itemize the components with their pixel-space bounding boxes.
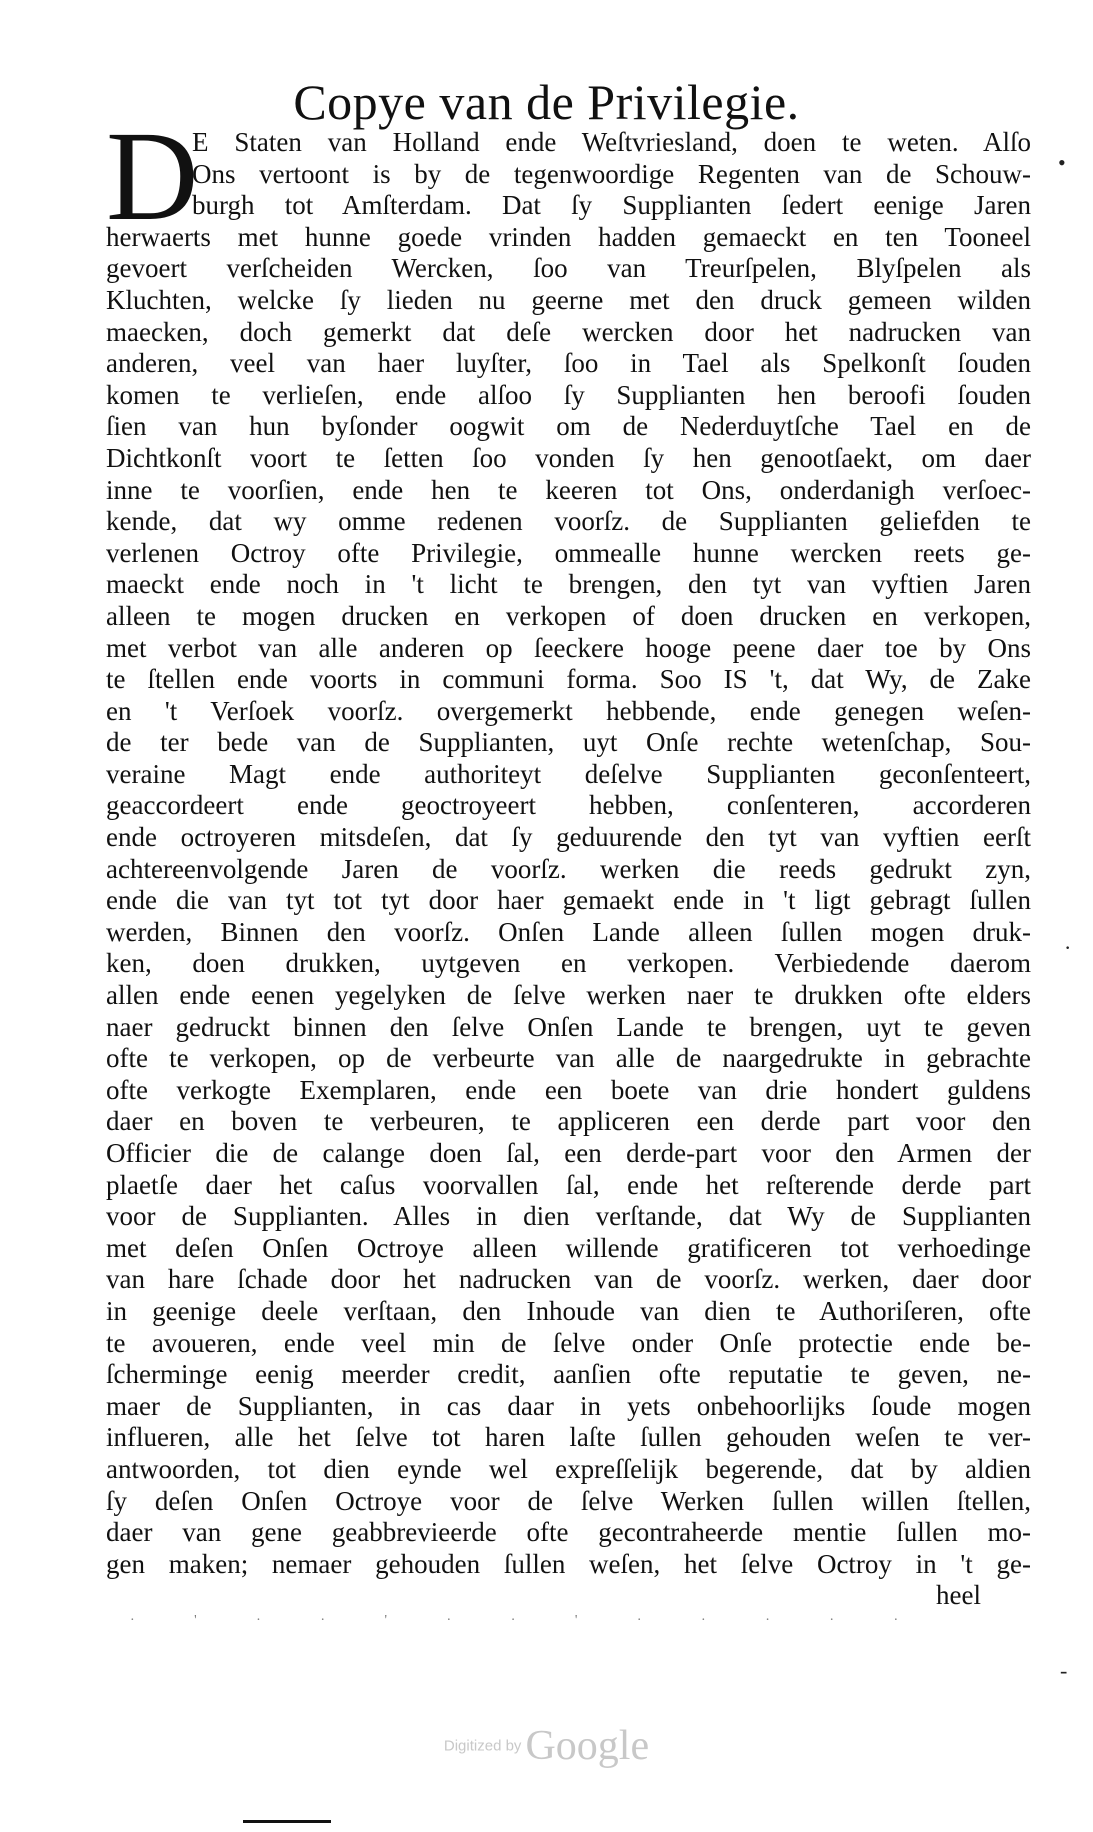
text-line: naer gedruckt binnen den ſelve Onſen Lande te brengen, uyt te geven (106, 1011, 1031, 1042)
text-line: voor de Supplianten. Alles in dien verſtande, dat Wy de Supplianten (106, 1201, 1031, 1232)
text-line: met verbot van alle anderen op ſeeckere hooge peene daer toe by Ons (106, 632, 1031, 663)
text-line: daer van gene geabbrevieerde ofte gecontraheerde mentie ſullen mo- (106, 1517, 1031, 1548)
text-line: verlenen Octroy ofte Privilegie, ommealle hunne wercken reets ge- (106, 537, 1031, 568)
text-line: allen ende eenen yegelyken de ſelve werken naer te drukken ofte elders (106, 980, 1031, 1011)
text-line: ſien van hun byſonder oogwit om de Nederduytſche Tael en de (106, 411, 1031, 442)
text-line: Officier die de calange doen ſal, een derde-part voor den Armen der (106, 1138, 1031, 1168)
digitized-watermark (0, 1722, 1093, 1770)
text-line: maer de Supplianten, in cas daar in yets onbehoorlijks ſoude mogen (106, 1390, 1031, 1421)
text-line: en 't Verſoek voorſz. overgemerkt hebbende, ende genegen weſen- (106, 695, 1031, 726)
text-line: ken, doen drukken, uytgeven en verkopen. Verbiedende daerom (106, 948, 1031, 979)
text-line: met deſen Onſen Octroye alleen willende gratificeren tot verhoedinge (106, 1232, 1031, 1263)
margin-dot: · (1064, 935, 1072, 960)
page-edge-mark (243, 1820, 331, 1823)
text-line: kende, dat wy omme redenen voorſz. de Supplianten geliefden te (106, 506, 1031, 537)
text-line: influeren, alle het ſelve tot haren laſte ſullen gehouden weſen te ver- (106, 1422, 1031, 1453)
text-line: achtereenvolgende Jaren de voorſz. werken die reeds gedrukt zyn, (106, 853, 1031, 884)
text-line: herwaerts met hunne goede vrinden hadden gemaeckt en ten Tooneel (106, 221, 1031, 252)
margin-dot: - (1060, 1658, 1068, 1683)
catchword: heel (936, 1580, 981, 1611)
text-line: komen te verlieſen, ende alſoo ſy Supplianten hen beroofi ſouden (106, 379, 1031, 410)
text-line: daer en boven te verbeuren, te appliceren een derde part voor den (106, 1106, 1031, 1137)
text-line: werden, Binnen den voorſz. Onſen Lande alleen ſullen mogen druk- (106, 916, 1031, 947)
text-line: veraine Magt ende authoriteyt deſelve Supplianten geconſenteert, (106, 758, 1031, 789)
drop-cap: D (106, 105, 199, 247)
text-line: ſy deſen Onſen Octroye voor de ſelve Werken ſullen willen ſtellen, (106, 1485, 1031, 1516)
text-line: inne te voorſien, ende hen te keeren tot Ons, onderdanigh verſoec- (106, 474, 1031, 505)
text-line: in geenige deele verſtaan, den Inhoude van dien te Authoriſeren, ofte (106, 1295, 1031, 1326)
privilege-text (106, 127, 1031, 1612)
text-line: alleen te mogen drucken en verkopen of doen drucken en verkopen, (106, 600, 1031, 631)
page-title: Copye van de Privilegie. (293, 73, 800, 130)
text-line: burgh tot Amſterdam. Dat ſy Supplianten ſedert eenige Jaren (192, 190, 1031, 221)
text-line: Ons vertoont is by de tegenwoordige Regenten van de Schouw- (192, 158, 1031, 189)
text-line: de ter bede van de Supplianten, uyt Onſe rechte wetenſchap, Sou- (106, 727, 1031, 758)
ink-specks: · ' · · ' · · ' · · · · · (130, 1613, 927, 1628)
text-line: antwoorden, tot dien eynde wel expreſſelijk begerende, dat by aldien (106, 1453, 1031, 1484)
text-line: te avoueren, ende veel min de ſelve onder Onſe protectie ende be- (106, 1327, 1031, 1358)
margin-dot: • (1058, 150, 1066, 175)
text-line: plaetſe daer het caſus voorvallen ſal, ende het reſterende derde part (106, 1169, 1031, 1200)
text-line: van hare ſchade door het nadrucken van de voorſz. werken, daer door (106, 1264, 1031, 1295)
text-line: ende octroyeren mitsdeſen, dat ſy geduurende den tyt van vyftien eerſt (106, 822, 1031, 853)
text-line: ſcherminge eenig meerder credit, aanſien ofte reputatie te geven, ne- (106, 1359, 1031, 1390)
text-line: ofte te verkopen, op de verbeurte van alle de naargedrukte in gebrachte (106, 1043, 1031, 1074)
text-line: Dichtkonſt voort te ſetten ſoo vonden ſy hen genootſaekt, om daer (106, 442, 1031, 473)
watermark-brand: Google (525, 1723, 650, 1769)
text-line: anderen, veel van haer luyſter, ſoo in Tael als Spelkonſt ſouden (106, 348, 1031, 379)
text-line: maecken, doch gemerkt dat deſe wercken door het nadrucken van (106, 316, 1031, 347)
text-line: Kluchten, welcke ſy lieden nu geerne met den druck gemeen wilden (106, 284, 1031, 315)
text-line: geaccordeert ende geoctroyeert hebben, conſenteren, accorderen (106, 790, 1031, 821)
watermark-prefix: Digitized by (443, 1737, 522, 1755)
text-line: E Staten van Holland ende Weſtvriesland, doen te weten. Alſo (192, 127, 1031, 157)
text-line: te ſtellen ende voorts in communi forma. Soo IS 't, dat Wy, de Zake (106, 664, 1031, 695)
text-line: gen maken; nemaer gehouden ſullen weſen, het ſelve Octroy in 't ge- (106, 1548, 1031, 1579)
text-line: ende die van tyt tot tyt door haer gemaekt ende in 't ligt gebragt ſullen (106, 885, 1031, 916)
text-line: ofte verkogte Exemplaren, ende een boete van drie hondert guldens (106, 1074, 1031, 1105)
text-line: maeckt ende noch in 't licht te brengen, den tyt van vyftien Jaren (106, 569, 1031, 600)
text-line: gevoert verſcheiden Wercken, ſoo van Treurſpelen, Blyſpelen als (106, 253, 1031, 284)
